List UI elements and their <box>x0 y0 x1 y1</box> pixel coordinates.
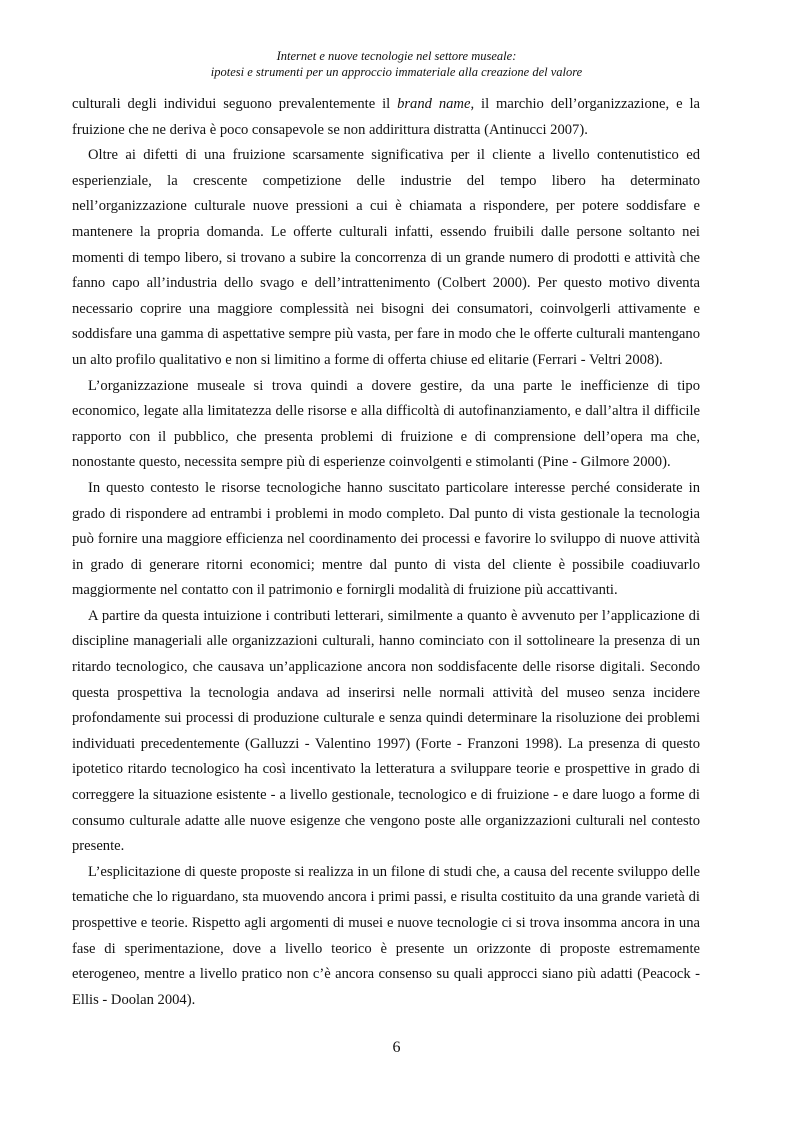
paragraph: A partire da questa intuizione i contributi letterari, similmente a quanto è avvenuto per l’applicazione di discipline manageriali alle organizzazioni culturali, hanno cominciato con il sottolineare la presenza di un ritardo tecnologico, che causava un’applicazione ancora non soddisfacente delle risorse digitali. Secondo questa prospettiva la tecnologia andava ad inserirsi nelle normali attività del museo senza incidere profondamente sui processi di produzione culturale e senza quindi determinare la risoluzione dei problemi individuati precedentemente (Galluzzi - Valentino 1997) (Forte - Franzoni 1998). La presenza di questo ipotetico ritardo tecnologico ha così incentivato la letteratura a sviluppare teorie e prospettive in grado di correggere la situazione esistente - a livello gestionale, tecnologico e di fruizione - e dare luogo a forme di consumo culturale adatte alle nuove esigenze che vengono poste alle organizzazioni culturali nel contesto presente. <box>72 607 700 855</box>
paragraph: Oltre ai difetti di una fruizione scarsamente significativa per il cliente a livello contenutistico ed esperienziale, la crescente competizione delle industrie del tempo libero ha determinato nell’organizzazione culturale nuove pressioni a cui è chiamata a rispondere, per potere soddisfare e mantenere la propria domanda. Le offerte culturali infatti, essendo fruibili dalle persone soltanto nei momenti di tempo libero, si trovano a subire la concorrenza di un grande numero di prodotti e attività che fanno capo all’industria dello svago e dell’intrattenimento (Colbert 2000). Per questo motivo diventa necessario coprire una maggiore complessità nei bisogni dei consumatori, coinvolgerli attivamente e soddisfare una gamma di aspettative sempre più vasta, per fare in modo che le offerte culturali mantengano un alto profilo qualitativo e non si limitino a forme di offerta chiuse ed elitarie (Ferrari - Veltri 2008). <box>72 147 700 368</box>
paragraph: L’organizzazione museale si trova quindi a dovere gestire, da una parte le inefficienze di tipo economico, legate alla limitatezza delle risorse e alla difficoltà di autofinanziamento, e dall’altra il difficile rapporto con il pubblico, che presenta problemi di fruizione e di comprensione dell’opera ma che, nonostante questo, necessita sempre più di esperienze coinvolgenti e stimolanti (Pine - Gilmore 2000). <box>72 377 700 471</box>
paragraph-text: , il marchio dell’organizzazione, e la fruizione che ne deriva è poco consapevole se non addirittura distratta (Antinucci 2007). <box>72 96 700 138</box>
page-number: 6 <box>392 1039 401 1056</box>
emphasis-term: brand name <box>397 96 471 112</box>
paragraph: In questo contesto le risorse tecnologiche hanno suscitato particolare interesse perché considerate in grado di rispondere ad entrambi i problemi in modo completo. Dal punto di vista gestionale la tecnologia può fornire una maggiore efficienza nel coordinamento dei processi e favorire lo sviluppo di nuove attività in grado di generare ritorni economici; mentre dal punto di vista del cliente è possibile coadiuvarlo maggiormente nel contatto con il patrimonio e fornirgli modalità di fruizione più accattivanti. <box>72 479 700 599</box>
paragraph-text: culturali degli individui seguono prevalentemente il <box>72 96 398 112</box>
running-header-line-2: ipotesi e strumenti per un approccio immateriale alla creazione del valore <box>210 65 583 79</box>
running-header-line-1: Internet e nuove tecnologie nel settore museale: <box>276 49 517 63</box>
body-text <box>72 92 700 1013</box>
paragraph-continuation <box>72 92 700 143</box>
paragraph: L’esplicitazione di queste proposte si realizza in un filone di studi che, a causa del recente sviluppo delle tematiche che lo riguardano, sta muovendo ancora i primi passi, e risulta costituito da una grande varietà di prospettive e teorie. Rispetto agli argomenti di musei e nuove tecnologie ci si trova insomma ancora in una fase di sperimentazione, dove a livello teorico è presente un orizzonte di proposte estremamente eterogeneo, mentre a livello pratico non c’è ancora consenso su quali approcci siano più adatti (Peacock - Ellis - Doolan 2004). <box>72 863 700 1008</box>
